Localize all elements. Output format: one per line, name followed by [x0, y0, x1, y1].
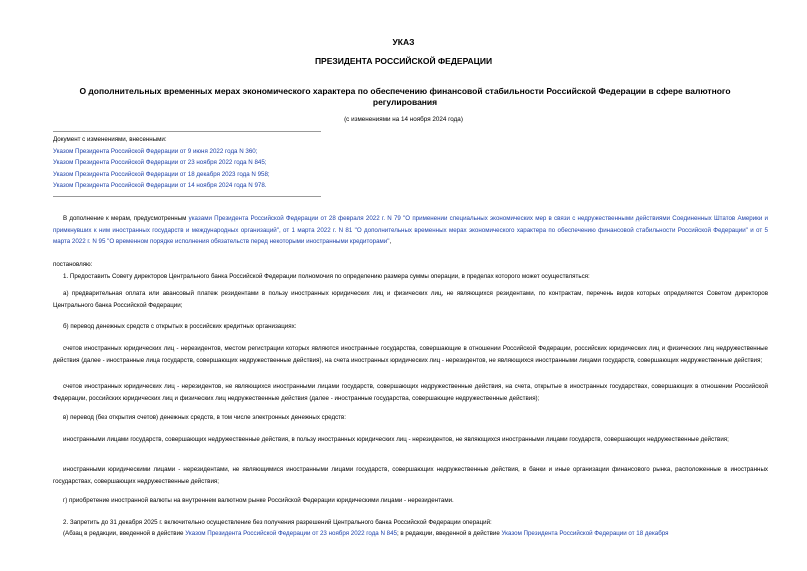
changes-block	[53, 131, 321, 197]
amendment-link[interactable]: Указом Президента Российской Федерации от 23 ноября 2022 года N 845;	[53, 159, 267, 166]
amendment-link[interactable]: Указом Президента Российской Федерации от 14 ноября 2024 года N 978.	[53, 182, 267, 189]
paragraph-1v-item-2: иностранными юридическими лицами - нерезидентами, не являющимися иностранными лицами государств, совершающих недружественные действия, в банки и иные организации финансового рынка, расположенные в иностранных государствах, совершающих недружественные действия;	[53, 466, 768, 485]
amendment-link[interactable]: Указом Президента Российской Федерации от 18 декабря 2023 года N 958;	[53, 170, 270, 178]
document-title: О дополнительных временных мерах экономического характера по обеспечению финансовой стабильности Российской Федерации в сфере валютного регулирования	[79, 86, 731, 107]
amendment-link[interactable]: Указом Президента Российской Федерации от 9 июня 2022 года N 360;	[53, 147, 258, 155]
document-type-heading: УКАЗ	[392, 37, 415, 47]
issuer-heading: ПРЕЗИДЕНТА РОССИЙСКОЙ ФЕДЕРАЦИИ	[314, 56, 493, 66]
intro-decrees-link[interactable]: указами Президента Российской Федерации от 28 февраля 2022 г. N 79 "О применении специальных экономических мер в связи с недружественными действиями Соединенных Штатов Америки и примкнувших к ним иностранных государств и международных организаций", от 1 марта 2022 г. N 81 "О дополнительных временных мерах экономического характера по обеспечению финансовой стабильности Российской Федерации" и от 5 марта 2022 г. N 95 "О временном порядке исполнения обязательств перед некоторыми иностранными кредиторами"	[53, 215, 769, 245]
note-text: (Абзац в редакции, введенной в действие	[63, 530, 186, 537]
note-link-958[interactable]: Указом Президента Российской Федерации от 18 декабря	[501, 530, 669, 537]
decree-word: постановляю:	[53, 261, 93, 268]
paragraph-1: 1. Предоставить Совету директоров Центрального банка Российской Федерации полномочия по определению размера суммы операции, в пределах которого может осуществляться:	[63, 273, 590, 280]
intro-text: В дополнение к мерам, предусмотренным	[63, 215, 189, 222]
paragraph-1v-item-1: иностранными лицами государств, совершающих недружественные действия, в пользу иностранных юридических лиц - нерезидентов, не являющихся иностранными лицами государств, совершающих недружественные действия;	[63, 436, 729, 443]
intro-text-end: ,	[389, 238, 392, 245]
note-link-845[interactable]: Указом Президента Российской Федерации от 23 ноября 2022 года N 845	[185, 530, 397, 537]
paragraph-2: 2. Запретить до 31 декабря 2025 г. включительно осуществление без получения разрешений Центрального банка Российской Федерации операций:	[63, 519, 492, 526]
paragraph-1b-item-1: счетов иностранных юридических лиц - нерезидентов, местом регистрации которых являются иностранные государства, совершающие в отношении Российской Федерации, российских юридических лиц и физических лиц недружественные действия (далее - иностранные лица государств, совершающих недружественные действия), на счета иностранных юридических лиц - нерезидентов, не являющихся иностранными лицами государств, совершающих недружественные действия;	[53, 345, 768, 364]
paragraph-1b: б) перевод денежных средств с открытых в российских кредитных организациях:	[63, 323, 297, 330]
paragraph-1g: г) приобретение иностранной валюты на внутреннем валютном рынке Российской Федерации юридическими лицами - нерезидентами.	[63, 497, 454, 504]
paragraph-1a: а) предварительная оплата или авансовый платеж резидентами в пользу иностранных юридических лиц и физических лиц, не являющихся резидентами, по контрактам, перечень видов которых определяется Советом директоров Центрального банка Российской Федерации;	[53, 290, 768, 309]
changes-heading: Документ с изменениями, внесенными:	[53, 136, 167, 143]
paragraph-1b-item-2: счетов иностранных юридических лиц - нерезидентов, не являющихся иностранными лицами государств, совершающих недружественные действия, на счета, открытые в иностранных государствах, совершающих в отношении Российской Федерации, российских юридических лиц и физических лиц недружественные действия (далее - иностранные государства, совершающие недружественные действия);	[53, 383, 768, 402]
note-text-mid: ; в редакции, введенной в действие	[396, 530, 502, 537]
edition-note: (с изменениями на 14 ноября 2024 года)	[344, 116, 463, 123]
amendment-note	[53, 528, 768, 540]
paragraph-1v: в) перевод (без открытия счетов) денежных средств, в том числе электронных денежных средств:	[63, 414, 347, 421]
intro-paragraph	[53, 213, 768, 248]
